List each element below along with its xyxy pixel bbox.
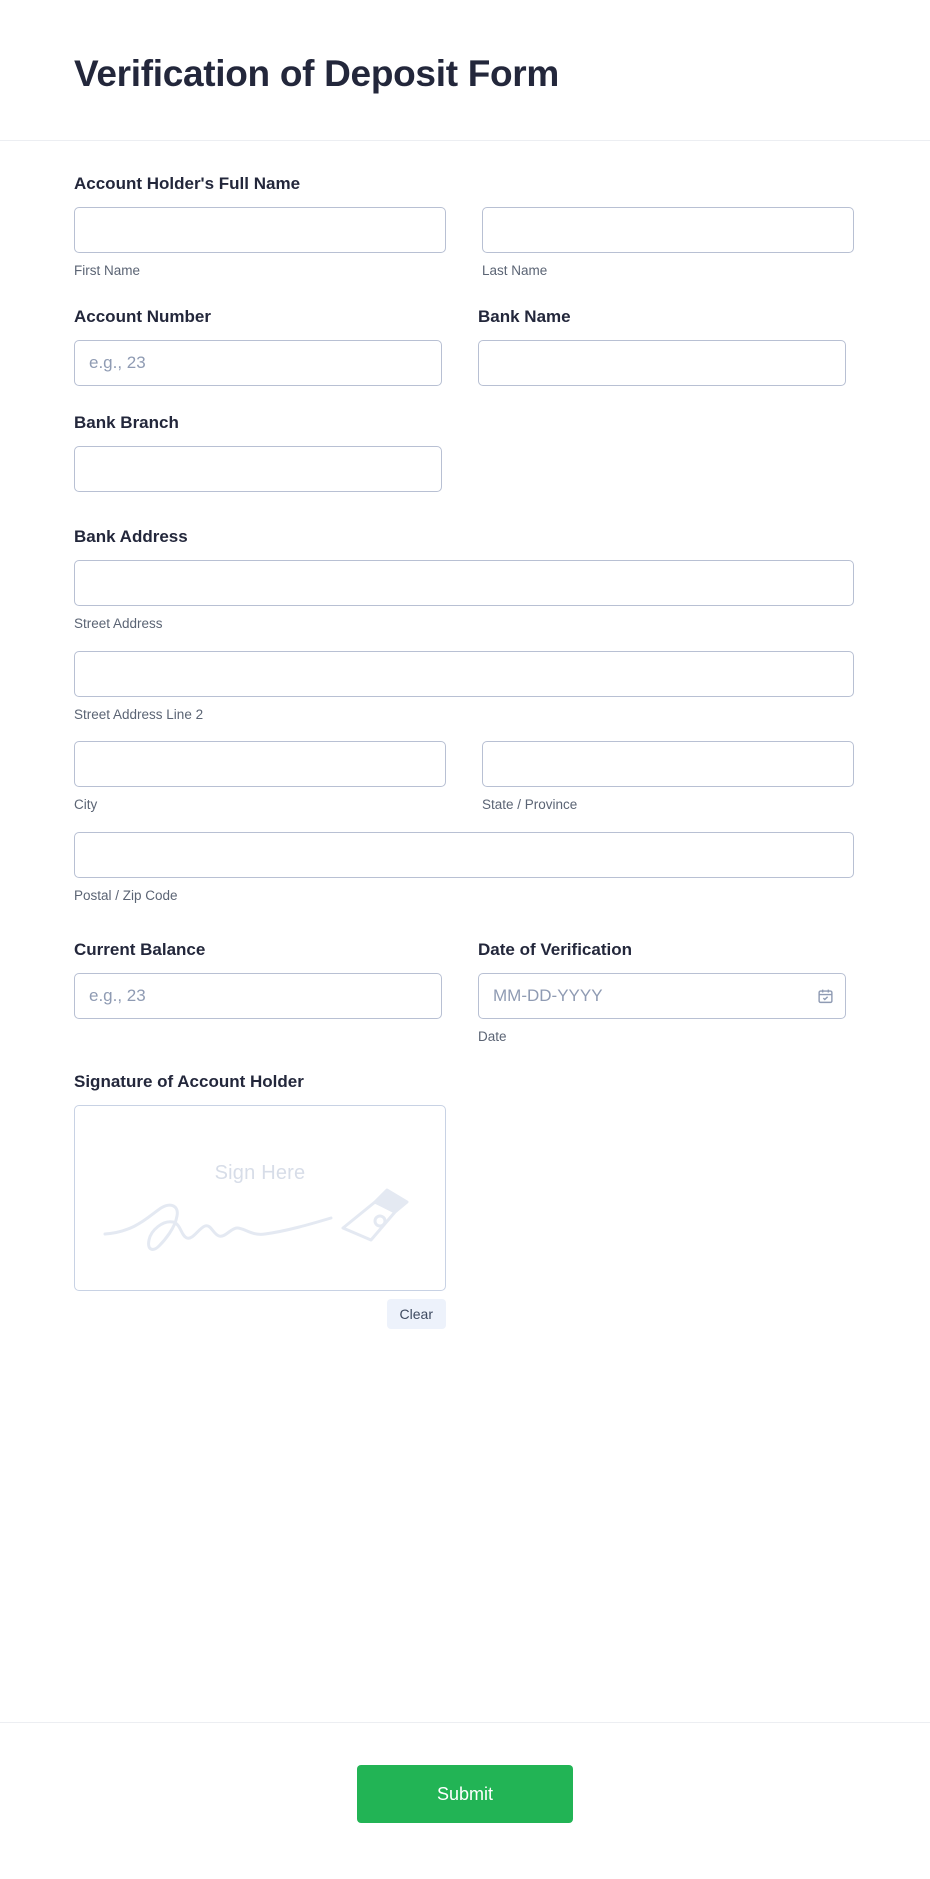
bank-branch-group xyxy=(74,446,442,492)
last-name-input[interactable] xyxy=(482,207,854,253)
spacer xyxy=(74,500,856,526)
bank-branch-input[interactable] xyxy=(74,446,442,492)
field-bank-address xyxy=(74,526,856,904)
current-balance-label: Current Balance xyxy=(74,939,206,959)
city-group xyxy=(74,741,446,814)
signature-pad[interactable] xyxy=(74,1105,446,1291)
spacer xyxy=(74,723,856,741)
city-sub-label: City xyxy=(74,797,98,813)
form-footer xyxy=(0,1722,930,1879)
street-address-2-sub-label: Street Address Line 2 xyxy=(74,706,204,722)
street-address-2-group xyxy=(74,651,854,724)
state-province-input[interactable] xyxy=(482,741,854,787)
account-number-label: Account Number xyxy=(74,307,211,327)
bank-address-label: Bank Address xyxy=(74,527,188,547)
field-bank-branch xyxy=(74,412,856,492)
submit-button[interactable]: Submit xyxy=(357,1765,573,1823)
form-header xyxy=(0,0,930,141)
current-balance-input[interactable] xyxy=(74,973,442,1019)
account-number-input[interactable] xyxy=(74,340,442,386)
field-full-name xyxy=(74,173,856,280)
spacer xyxy=(74,814,856,832)
account-bank-row xyxy=(74,306,856,386)
postal-group xyxy=(74,832,854,905)
street-address-2-input[interactable] xyxy=(74,651,854,697)
first-name-group xyxy=(74,207,446,280)
field-date-of-verification xyxy=(478,939,846,1046)
date-input-wrapper xyxy=(478,973,846,1019)
signature-placeholder-icon xyxy=(75,1168,446,1278)
postal-code-input[interactable] xyxy=(74,832,854,878)
field-current-balance xyxy=(74,939,442,1046)
postal-code-sub-label: Postal / Zip Code xyxy=(74,887,178,903)
street-address-sub-label: Street Address xyxy=(74,616,163,632)
form-body xyxy=(0,141,930,1688)
city-state-row xyxy=(74,741,856,814)
balance-date-row xyxy=(74,939,856,1046)
spacer xyxy=(74,1045,856,1071)
street-address-input[interactable] xyxy=(74,560,854,606)
state-province-sub-label: State / Province xyxy=(482,797,578,813)
signature-label: Signature of Account Holder xyxy=(74,1072,304,1092)
street-address-group xyxy=(74,560,854,633)
date-of-verification-label: Date of Verification xyxy=(478,939,632,959)
first-name-input[interactable] xyxy=(74,207,446,253)
date-of-verification-input[interactable] xyxy=(478,973,846,1019)
field-signature xyxy=(74,1071,856,1329)
field-bank-name xyxy=(478,306,846,386)
clear-signature-button[interactable]: Clear xyxy=(387,1299,446,1329)
bank-name-label: Bank Name xyxy=(478,307,571,327)
full-name-row xyxy=(74,207,856,280)
full-name-label: Account Holder's Full Name xyxy=(74,174,301,194)
last-name-sub-label: Last Name xyxy=(482,263,548,279)
spacer xyxy=(74,288,856,306)
spacer xyxy=(74,633,856,651)
field-account-number xyxy=(74,306,442,386)
signature-hint: Sign Here xyxy=(214,1162,306,1185)
spacer xyxy=(74,386,856,412)
signature-clear-row xyxy=(74,1299,446,1329)
spacer xyxy=(74,913,856,939)
state-group xyxy=(482,741,854,814)
bank-branch-label: Bank Branch xyxy=(74,413,179,433)
last-name-group xyxy=(482,207,854,280)
city-input[interactable] xyxy=(74,741,446,787)
bank-name-input[interactable] xyxy=(478,340,846,386)
first-name-sub-label: First Name xyxy=(74,263,141,279)
page-title: Verification of Deposit Form xyxy=(74,53,559,94)
date-sub-label: Date xyxy=(478,1028,507,1044)
